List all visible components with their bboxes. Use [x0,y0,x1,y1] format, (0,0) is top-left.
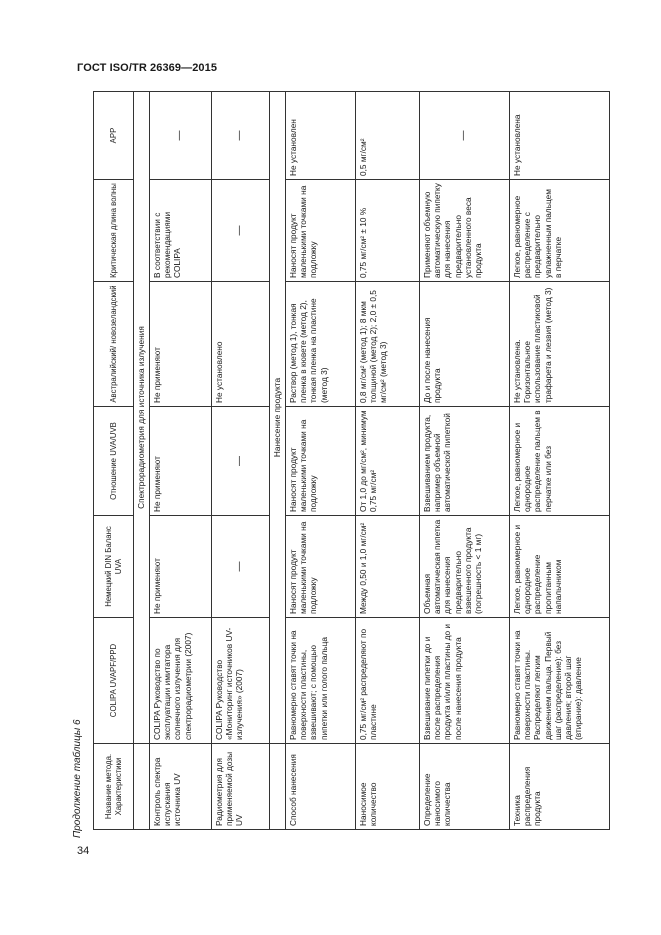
cell-colipa: Равномерно ставят точки на поверхности пластины, взвешивают; с помощью пипетки или голого пальца [286,618,356,744]
cell-method: Контроль спектра испускания источника UV [150,744,212,830]
table-caption: Продолжение таблицы 6 [72,719,83,838]
cell-app: Не установлен [286,92,356,180]
table-row [150,92,212,830]
section-row [270,92,286,830]
cell-din: — [212,516,270,618]
header-colipa: COLIPA UVAPF/PPD [94,618,134,744]
cell-din: Не применяют [150,516,212,618]
cell-uva-uvb: Легкое, равномерное и однородное распределение пальцем в перчатке или без [510,407,610,516]
cell-din: Между 0,50 и 1,0 мг/см² [356,516,420,618]
cell-critical: — [212,180,270,282]
table-row [510,92,610,830]
header-din: Немецкий DIN Баланс UVA [94,516,134,618]
cell-method: Способ нанесения [286,744,356,830]
cell-colipa: COLIPA Руководство «Мониторинг источников UV-излучения» (2007) [212,618,270,744]
cell-australian: Не установлена. Горизонтальное использование пластиковой трафарета и лезвия (метод 3) [510,282,610,407]
cell-critical: Наносят продукт маленькими точками на подложку [286,180,356,282]
cell-critical: 0,75 мг/см² ± 10 % [356,180,420,282]
table-header-row [94,92,134,830]
table-row [356,92,420,830]
document-header: ГОСТ ISO/TR 26369—2015 [77,62,218,74]
cell-method: Техника распределения продукта [510,744,610,830]
page-number: 34 [77,845,90,857]
header-app: APP [94,92,134,180]
section-application: Нанесение продукта [270,92,286,744]
section-spacer [270,744,286,830]
cell-colipa: COLIPA Руководство по эксплуатации имитатора солнечного излучения для спектрорадиометрии (2007) [150,618,212,744]
section-spacer [134,744,150,830]
cell-din: Объемная автоматическая пипетка для нанесения предварительно взвешенного продукта (погрешность < 1 мг) [420,516,510,618]
cell-australian: Не установлено [212,282,270,407]
cell-uva-uvb: От 1,0 до мг/см², минимум 0,75 мг/см² [356,407,420,516]
cell-critical: Применяют объемную автоматическую пипетку для нанесения предварительно установленного веса продукта [420,180,510,282]
header-uva-uvb: Отношение UVA/UVB [94,407,134,516]
rotated-table-container [93,92,610,830]
cell-australian: Раствор (метод 1), тонкая пленка в кювете (метод 2), тонкая пленка на пластине (метод 3) [286,282,356,407]
cell-uva-uvb: Наносят продукт маленькими точками на подложку [286,407,356,516]
cell-australian: Не применяют [150,282,212,407]
cell-colipa: Взвешивание пипетки до и после распределения продукта и/или пластины до и после нанесения продукта [420,618,510,744]
cell-uva-uvb: Взвешиванием продукта, например объемной автоматической пипеткой [420,407,510,516]
cell-din: Наносят продукт маленькими точками на подложку [286,516,356,618]
cell-critical: Легкое, равномерное распределение с предварительно увлажненным пальцем в перчатке [510,180,610,282]
cell-uva-uvb: Не применяют [150,407,212,516]
section-row [134,92,150,830]
cell-app: 0,5 мг/см² [356,92,420,180]
header-method: Название метода. Характеристики [94,744,134,830]
cell-method: Определение наносимого количества [420,744,510,830]
cell-app: — [212,92,270,180]
section-spectroradiometry: Спектрорадиометрия для источника излучения [134,92,150,744]
cell-app: — [420,92,510,180]
cell-colipa: 0,75 мг/см² распределяют по пластине [356,618,420,744]
cell-australian: До и после нанесения продукта [420,282,510,407]
table-row [420,92,510,830]
cell-method: Радиометрия для применяемой дозы UV [212,744,270,830]
cell-app: Не установлена [510,92,610,180]
header-critical-wavelength: Критическая длина волны [94,180,134,282]
header-australian: Австралийский/ новозеландский [94,282,134,407]
comparison-table [93,91,610,830]
cell-app: — [150,92,212,180]
cell-uva-uvb: — [212,407,270,516]
cell-australian: 0,8 мг/см² (метод 1); 8 мкм толщиной (метод 2); 2,0 ± 0,5 мг/см² (метод 3) [356,282,420,407]
cell-colipa: Равномерно ставят точки на поверхности пластины. Распределяют легким движением пальца. Первый шаг (распределение): без давления; второй шаг (втирание): давление [510,618,610,744]
cell-method: Наносимое количество [356,744,420,830]
cell-din: Легкое, равномерное и однородное распределение пропитанным напальчником [510,516,610,618]
table-row [212,92,270,830]
table-row [286,92,356,830]
cell-critical: В соответствии с рекомендациями COLIPA [150,180,212,282]
